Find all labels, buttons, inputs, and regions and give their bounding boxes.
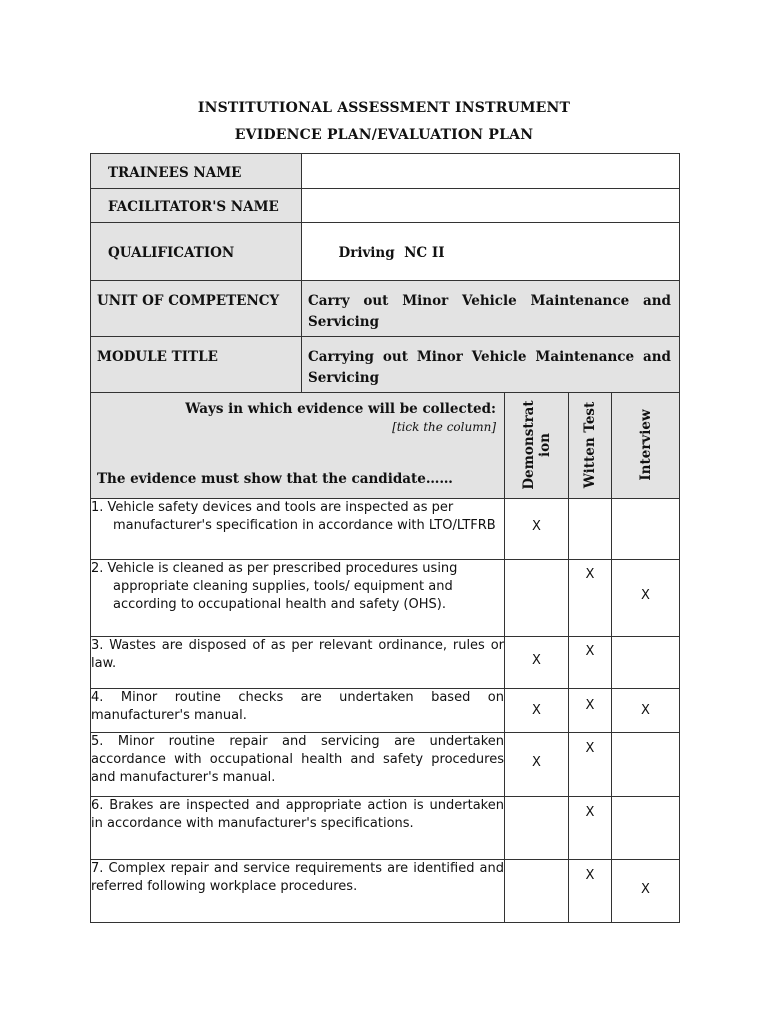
ways-label: Ways in which evidence will be collected: <box>185 401 496 417</box>
module-title-field <box>302 337 680 393</box>
trainee-name-field[interactable] <box>302 154 680 189</box>
criteria-text: 3. Wastes are disposed of as per relevant ordinance, rules or law. <box>91 638 504 671</box>
column-demonstration-line2: ion <box>536 433 553 457</box>
interview-mark: X <box>641 882 650 897</box>
interview-mark-cell[interactable] <box>612 499 680 560</box>
written-mark: X <box>585 805 595 820</box>
module-title-value: Carrying out Minor Vehicle Maintenance and Servicing <box>308 349 671 386</box>
written-mark-cell[interactable] <box>569 860 612 923</box>
criteria-text-cell <box>91 637 505 689</box>
written-mark: X <box>585 741 595 756</box>
demonstration-mark-cell[interactable] <box>505 499 569 560</box>
module-title-label-cell <box>91 337 302 393</box>
must-show-label: The evidence must show that the candidate…… <box>97 471 453 487</box>
demonstration-mark: X <box>532 703 541 718</box>
column-written-test-label: Witten Test <box>582 401 598 489</box>
written-mark-cell[interactable] <box>569 733 612 797</box>
column-demonstration-line1: Demonstrat <box>520 400 537 490</box>
document-title: INSTITUTIONAL ASSESSMENT INSTRUMENT <box>197 100 571 116</box>
written-mark-cell[interactable] <box>569 689 612 733</box>
unit-of-competency-value: Carry out Minor Vehicle Maintenance and Servicing <box>308 293 671 330</box>
trainee-name-label: TRAINEES NAME <box>108 164 242 181</box>
interview-mark-cell[interactable] <box>612 560 680 637</box>
facilitator-name-field[interactable] <box>302 189 680 223</box>
evidence-plan-table <box>90 153 680 923</box>
qualification-label-cell <box>91 223 302 281</box>
written-mark-cell[interactable] <box>569 560 612 637</box>
demonstration-mark-cell[interactable] <box>505 860 569 923</box>
criteria-row <box>91 560 680 637</box>
criteria-row <box>91 733 680 797</box>
demonstration-mark-cell[interactable] <box>505 733 569 797</box>
interview-mark: X <box>641 588 650 603</box>
trainee-name-label-cell <box>91 154 302 189</box>
demonstration-mark: X <box>532 653 541 668</box>
criteria-text-cell <box>91 560 505 637</box>
facilitator-name-label-cell <box>91 189 302 223</box>
module-title-label: MODULE TITLE <box>97 349 218 365</box>
qualification-label: QUALIFICATION <box>108 245 235 261</box>
qualification-value: Driving NC II <box>338 245 445 261</box>
trainee-name-row <box>91 154 680 189</box>
column-demonstration <box>505 393 569 499</box>
facilitator-name-row <box>91 189 680 223</box>
criteria-text-cell <box>91 499 505 560</box>
interview-mark-cell[interactable] <box>612 797 680 860</box>
document-subtitle: EVIDENCE PLAN/EVALUATION PLAN <box>234 127 534 143</box>
interview-mark: X <box>641 703 650 718</box>
qualification-row <box>91 223 680 281</box>
interview-mark-cell[interactable] <box>612 637 680 689</box>
criteria-text-cell <box>91 689 505 733</box>
evidence-header-cell <box>91 393 505 499</box>
written-mark-cell[interactable] <box>569 499 612 560</box>
written-mark: X <box>585 644 595 659</box>
demonstration-mark: X <box>532 519 541 534</box>
demonstration-mark: X <box>532 755 541 770</box>
criteria-text: 4. Minor routine checks are undertaken based on manufacturer's manual. <box>91 690 504 723</box>
criteria-row <box>91 689 680 733</box>
module-title-row <box>91 337 680 393</box>
written-mark-cell[interactable] <box>569 797 612 860</box>
criteria-text-cell <box>91 733 505 797</box>
column-interview-label: Interview <box>637 409 654 481</box>
evidence-header-row <box>91 393 680 499</box>
unit-of-competency-field <box>302 281 680 337</box>
criteria-text: 7. Complex repair and service requirements are identified and referred following workplace procedures. <box>91 861 504 894</box>
demonstration-mark-cell[interactable] <box>505 689 569 733</box>
criteria-row <box>91 499 680 560</box>
unit-of-competency-label-cell <box>91 281 302 337</box>
criteria-row <box>91 860 680 923</box>
criteria-text: 6. Brakes are inspected and appropriate action is undertaken in accordance with manufacturer's specifications. <box>91 798 504 831</box>
qualification-field <box>302 223 680 281</box>
written-mark: X <box>585 868 595 883</box>
unit-of-competency-row <box>91 281 680 337</box>
criteria-text: 5. Minor routine repair and servicing are undertaken accordance with occupational health and safety procedures and manufacturer's manual. <box>91 734 504 785</box>
criteria-text-cell <box>91 797 505 860</box>
criteria-text: 2. Vehicle is cleaned as per prescribed procedures using appropriate cleaning supplies, tools/ equipment and according to occupational health and safety (OHS). <box>91 561 458 612</box>
demonstration-mark-cell[interactable] <box>505 560 569 637</box>
tick-note: [tick the column] <box>392 420 496 434</box>
column-interview <box>612 393 680 499</box>
unit-of-competency-label: UNIT OF COMPETENCY <box>97 293 280 309</box>
demonstration-mark-cell[interactable] <box>505 637 569 689</box>
written-mark: X <box>585 698 595 713</box>
interview-mark-cell[interactable] <box>612 689 680 733</box>
criteria-row <box>91 637 680 689</box>
column-written-test <box>569 393 612 499</box>
criteria-row <box>91 797 680 860</box>
written-mark: X <box>585 567 595 582</box>
demonstration-mark-cell[interactable] <box>505 797 569 860</box>
written-mark-cell[interactable] <box>569 637 612 689</box>
facilitator-name-label: FACILITATOR'S NAME <box>108 199 279 215</box>
criteria-text: 1. Vehicle safety devices and tools are inspected as per manufacturer's specification in accordance with LTO/LTFRB <box>91 500 496 533</box>
column-demonstration-label <box>521 400 553 489</box>
interview-mark-cell[interactable] <box>612 733 680 797</box>
interview-mark-cell[interactable] <box>612 860 680 923</box>
criteria-text-cell <box>91 860 505 923</box>
